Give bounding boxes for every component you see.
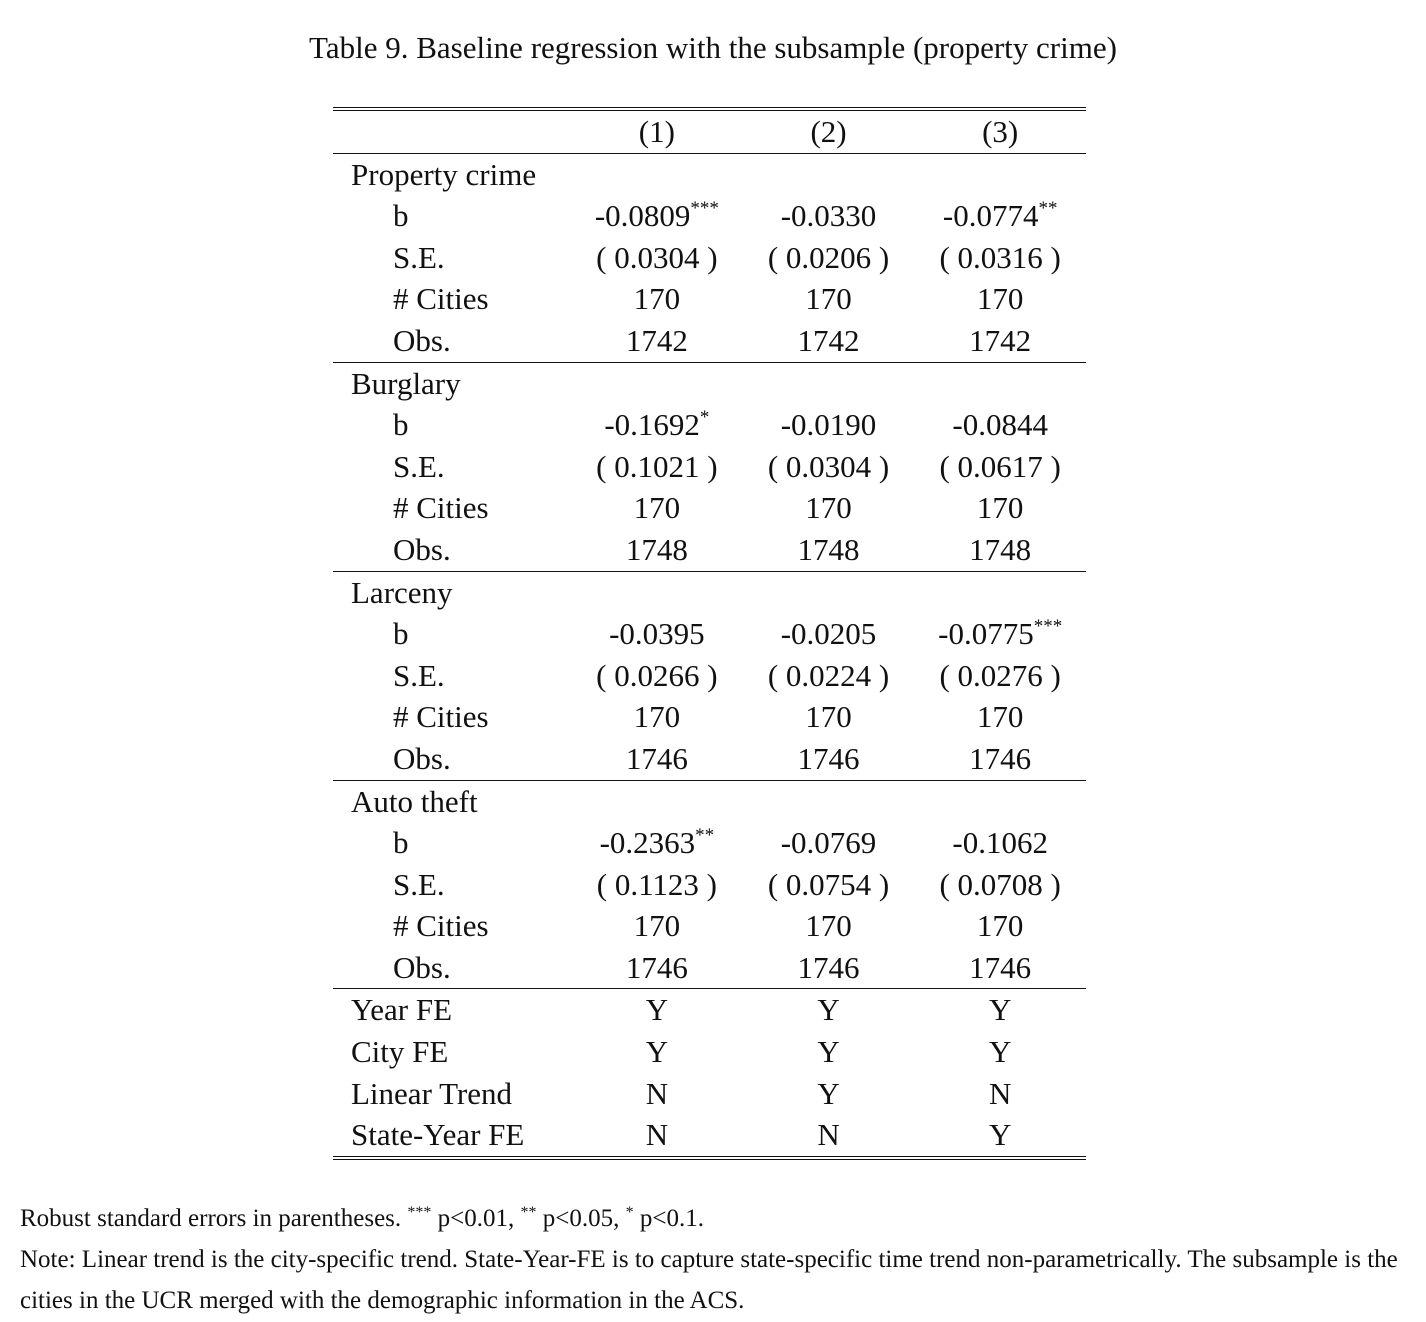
coefficient-value: -0.1062: [952, 825, 1048, 861]
stat-label: # Cities: [393, 699, 489, 735]
group-row-burglary: [333, 362, 1086, 404]
stat-row-larceny-b: [333, 613, 1086, 655]
stat-row-auto-theft-obs: [333, 947, 1086, 989]
empty-cell: [571, 153, 743, 195]
stat-cell-b: [914, 404, 1086, 446]
stat-cell-se: ( 0.0316 ): [939, 239, 1061, 275]
stat-cell-b: [914, 822, 1086, 864]
coefficient-value: -0.0775: [938, 616, 1034, 652]
stat-cell-b: [914, 195, 1086, 237]
significance-stars: ***: [1033, 616, 1063, 638]
stat-cell-obs: 1746: [969, 949, 1032, 985]
stat-row-larceny-se: [333, 655, 1086, 697]
stat-label: b: [393, 825, 409, 861]
stat-cell-obs: 1746: [625, 740, 688, 776]
stat-cell-se: ( 0.0266 ): [596, 657, 718, 693]
stat-cell-se: ( 0.1123 ): [596, 866, 717, 902]
stat-cell-obs: 1748: [969, 531, 1032, 567]
stat-cell-cities: 170: [633, 699, 681, 735]
note-stars: **: [520, 1204, 537, 1221]
stat-label: S.E.: [393, 239, 445, 275]
stat-row-burglary-obs: [333, 529, 1086, 571]
coefficient-value: -0.0330: [780, 198, 877, 234]
stat-cell-obs: 1742: [797, 322, 860, 358]
significance-stars: ***: [690, 198, 719, 220]
fixed-effect-value: Y: [817, 1034, 840, 1070]
stat-row-auto-theft-b: [333, 822, 1086, 864]
stat-cell-se: ( 0.0224 ): [767, 657, 890, 693]
stat-row-auto-theft-cities: [333, 905, 1086, 947]
stat-row-larceny-obs: [333, 738, 1086, 780]
empty-cell: [743, 780, 915, 822]
fixed-effect-value: Y: [743, 989, 915, 1031]
stat-label: S.E.: [393, 448, 445, 484]
column-header-row: [333, 109, 1086, 153]
empty-cell: [571, 362, 743, 404]
stat-cell-obs: 1748: [797, 531, 860, 567]
empty-cell: [571, 571, 743, 613]
stat-row-property-crime-cities: [333, 278, 1086, 320]
significance-stars: **: [695, 825, 715, 847]
header-blank-cell: [333, 109, 571, 153]
note-stars: *: [625, 1204, 634, 1221]
empty-cell: [743, 153, 915, 195]
stat-label: Obs.: [393, 531, 451, 567]
fixed-effect-value: N: [988, 1075, 1012, 1111]
stat-cell-se: ( 0.1021 ): [596, 448, 718, 484]
empty-cell: [914, 362, 1086, 404]
stat-cell-cities: 170: [976, 699, 1024, 735]
stat-cell-b: [571, 822, 743, 864]
empty-cell: [571, 780, 743, 822]
stat-cell-se: ( 0.0276 ): [939, 657, 1061, 693]
stat-cell-cities: 170: [805, 908, 852, 944]
stat-cell-cities: 170: [805, 699, 852, 735]
group-label: Burglary: [333, 362, 571, 404]
coefficient-value: -0.0395: [609, 616, 705, 652]
fixed-effect-value: Y: [817, 1075, 840, 1111]
coefficient-value: -0.0205: [780, 616, 877, 652]
stat-cell-se: ( 0.0708 ): [939, 866, 1061, 902]
stat-row-auto-theft-se: [333, 864, 1086, 906]
stat-cell-cities: 170: [633, 490, 681, 526]
stat-cell-b: [743, 613, 915, 655]
stat-cell-cities: 170: [976, 490, 1024, 526]
stat-label: S.E.: [393, 657, 445, 693]
stat-cell-b: [914, 613, 1086, 655]
fixed-effect-value: Y: [645, 1034, 669, 1070]
empty-cell: [743, 362, 915, 404]
coefficient-value: -0.0844: [952, 407, 1048, 443]
table-caption: Table 9. Baseline regression with the subsample (property crime): [309, 30, 1117, 65]
stat-cell-obs: 1742: [625, 322, 688, 358]
fixed-effect-row: [333, 1073, 1086, 1115]
table-notes: [20, 1198, 1410, 1321]
coefficient-value: -0.2363: [599, 825, 696, 861]
stat-cell-b: [571, 404, 743, 446]
stat-label: b: [393, 407, 409, 443]
coefficient-value: -0.0809: [594, 198, 691, 234]
stat-cell-se: ( 0.0754 ): [767, 866, 890, 902]
stat-label: Obs.: [393, 740, 451, 776]
regression-table-container: [333, 107, 1086, 1160]
stat-label: # Cities: [393, 490, 489, 526]
group-label: Property crime: [351, 156, 537, 192]
fixed-effect-value: N: [645, 1075, 669, 1111]
column-header-2: (2): [743, 109, 915, 153]
stat-label: Obs.: [393, 322, 451, 358]
stat-cell-b: [743, 404, 915, 446]
stat-cell-cities: 170: [805, 490, 852, 526]
regression-table: [333, 107, 1086, 1160]
group-row-auto-theft: [333, 780, 1086, 822]
fixed-effect-value: Y: [571, 989, 743, 1031]
coefficient-value: -0.0190: [780, 407, 877, 443]
stat-cell-obs: 1748: [625, 531, 688, 567]
stat-cell-b: [743, 195, 915, 237]
stat-row-burglary-se: [333, 446, 1086, 488]
stat-cell-b: [743, 822, 915, 864]
stat-label: S.E.: [393, 866, 445, 902]
stat-row-property-crime-b: [333, 195, 1086, 237]
fixed-effect-row: [333, 1031, 1086, 1073]
group-row-larceny: [333, 571, 1086, 613]
fixed-effect-value: Y: [988, 1034, 1012, 1070]
fixed-effect-value: N: [571, 1114, 743, 1158]
stat-label: Obs.: [393, 949, 451, 985]
stat-cell-se: ( 0.0617 ): [939, 448, 1061, 484]
stat-cell-cities: 170: [976, 908, 1024, 944]
stat-cell-cities: 170: [805, 281, 852, 317]
stat-cell-se: ( 0.0304 ): [596, 239, 718, 275]
stat-label: b: [393, 198, 409, 234]
table-body: [333, 153, 1086, 1158]
column-header-1: (1): [571, 109, 743, 153]
fixed-effect-row: [333, 1114, 1086, 1158]
fixed-effect-label: City FE: [351, 1034, 449, 1070]
stat-cell-se: ( 0.0206 ): [767, 239, 890, 275]
empty-cell: [743, 571, 915, 613]
fixed-effect-label: State-Year FE: [333, 1114, 571, 1158]
stat-label: b: [393, 616, 409, 652]
stat-label: # Cities: [393, 908, 489, 944]
stat-cell-obs: 1746: [625, 949, 688, 985]
stat-cell-cities: 170: [633, 908, 681, 944]
empty-cell: [914, 780, 1086, 822]
coefficient-value: -0.0774: [942, 198, 1039, 234]
stat-cell-obs: 1746: [797, 740, 860, 776]
stat-label: # Cities: [393, 281, 489, 317]
group-label: Larceny: [333, 571, 571, 613]
significance-note: Robust standard errors in parentheses. *** p<0.01, ** p<0.05, * p<0.1.: [20, 1204, 704, 1232]
stat-cell-se: ( 0.0304 ): [767, 448, 890, 484]
fixed-effect-label: Year FE: [333, 989, 571, 1031]
stat-cell-b: [571, 613, 743, 655]
methodology-note: Note: Linear trend is the city-specific trend. State-Year-FE is to capture state-specific time trend non-parametrically. The subsample is the cities in the UCR merged with the demographic information in the ACS.: [20, 1246, 1398, 1314]
fixed-effect-row: [333, 989, 1086, 1031]
stat-cell-obs: 1742: [969, 322, 1032, 358]
column-header-3: (3): [914, 109, 1086, 153]
coefficient-value: -0.1692: [604, 407, 700, 443]
note-stars: ***: [407, 1204, 432, 1221]
stat-cell-cities: 170: [976, 281, 1024, 317]
empty-cell: [914, 153, 1086, 195]
coefficient-value: -0.0769: [780, 825, 877, 861]
stat-row-burglary-b: [333, 404, 1086, 446]
fixed-effect-value: Y: [914, 989, 1086, 1031]
group-row-property-crime: [333, 153, 1086, 195]
stat-row-burglary-cities: [333, 487, 1086, 529]
stat-cell-cities: 170: [633, 281, 681, 317]
significance-stars: *: [699, 407, 710, 429]
fixed-effect-label: Linear Trend: [351, 1075, 513, 1111]
stat-row-property-crime-se: [333, 237, 1086, 279]
fixed-effect-value: Y: [914, 1114, 1086, 1158]
fixed-effect-value: N: [743, 1114, 915, 1158]
stat-cell-b: [571, 195, 743, 237]
empty-cell: [914, 571, 1086, 613]
significance-stars: **: [1038, 198, 1058, 220]
group-label: Auto theft: [333, 780, 571, 822]
stat-row-property-crime-obs: [333, 320, 1086, 362]
stat-row-larceny-cities: [333, 696, 1086, 738]
stat-cell-obs: 1746: [969, 740, 1032, 776]
stat-cell-obs: 1746: [797, 949, 860, 985]
